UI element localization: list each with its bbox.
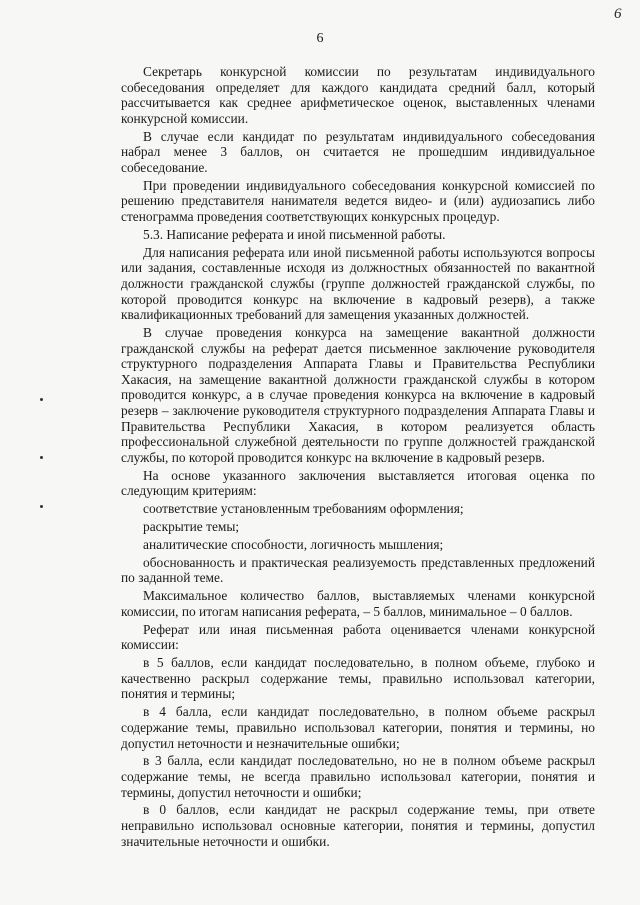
paragraph: Максимальное количество баллов, выставляемых членами конкурсной комиссии, по итогам написания реферата, – 5 баллов, минимальное – 0 баллов. (121, 588, 595, 619)
margin-mark (40, 456, 43, 459)
criteria-item: раскрытие темы; (143, 519, 240, 534)
grading-item: в 5 баллов, если кандидат последовательно, в полном объеме, глубоко и качественно раскрыл содержание темы, правильно использовал категории, понятия и термины; (121, 655, 595, 702)
grading-item: в 3 балла, если кандидат последовательно, но не в полном объеме раскрыл содержание темы, не всегда правильно использовал категории, понятия и термины, допустил неточности и ошибки; (121, 753, 595, 800)
paragraph: Реферат или иная письменная работа оценивается членами конкурсной комиссии: (121, 621, 595, 653)
criteria-item: аналитические способности, логичность мышления; (143, 536, 444, 552)
paragraph: Для написания реферата или иной письменной работы используются вопросы или задания, составленные исходя из должностных обязанностей по вакантной должности гражданской службы (группе должностей гражданской службы, по которой проводится конкурс на включение в кадровый резерв), а также квалификационных требований для замещения указанных должностей. (121, 244, 595, 323)
paragraph: В случае если кандидат по результатам индивидуального собеседования набрал менее 3 баллов, он считается не прошедшим индивидуальное собеседование. (121, 128, 595, 175)
paragraph: В случае проведения конкурса на замещение вакантной должности гражданской службы на реферат дается письменное заключение руководителя структурного подразделения Аппарата Главы и Правительства Республики Хакасия, на замещение вакантной должности гражданской службы в котором проводится конкурс, а в случае проведения конкурса на включение в кадровый резерв – заключение руководителя структурного подразделения Аппарата Главы и Правительства Республики Хакасия, в котором реализуется область профессиональной служебной деятельности по группе должностей гражданской службы, по которой проводится конкурс на включение в кадровый резерв. (121, 324, 595, 465)
grading-item: в 0 баллов, если кандидат не раскрыл содержание темы, при ответе неправильно использовал основные категории, понятия и термины, допустил значительные неточности и ошибки. (121, 802, 595, 849)
page-number: 6 (316, 31, 324, 46)
criteria-item: соответствие установленным требованиям оформления; (143, 501, 464, 517)
document-body (121, 64, 595, 852)
section-heading: 5.3. Написание реферата и иной письменной работы. (143, 226, 446, 242)
paragraph: При проведении индивидуального собеседования конкурсной комиссией по решению представителя нанимателя ведется видео- и (или) аудиозапись либо стенограмма проведения соответствующих конкурсных процедур. (121, 177, 595, 224)
criteria-item: обоснованность и практическая реализуемость представленных предложений по заданной теме. (121, 554, 595, 586)
margin-mark (40, 398, 43, 401)
handwritten-page-mark: 6 (614, 6, 622, 22)
paragraph: На основе указанного заключения выставляется итоговая оценка по следующим критериям: (121, 467, 595, 499)
paragraph: Секретарь конкурсной комиссии по результатам индивидуального собеседования определяет для каждого кандидата средний балл, который рассчитывается как среднее арифметическое оценок, выставленных членами конкурсной комиссии. (121, 64, 595, 126)
margin-mark (40, 505, 43, 508)
grading-item: в 4 балла, если кандидат последовательно, в полном объеме раскрыл содержание темы, правильно использовал категории, понятия и термины, но допустил неточности и незначительные ошибки; (121, 704, 595, 751)
